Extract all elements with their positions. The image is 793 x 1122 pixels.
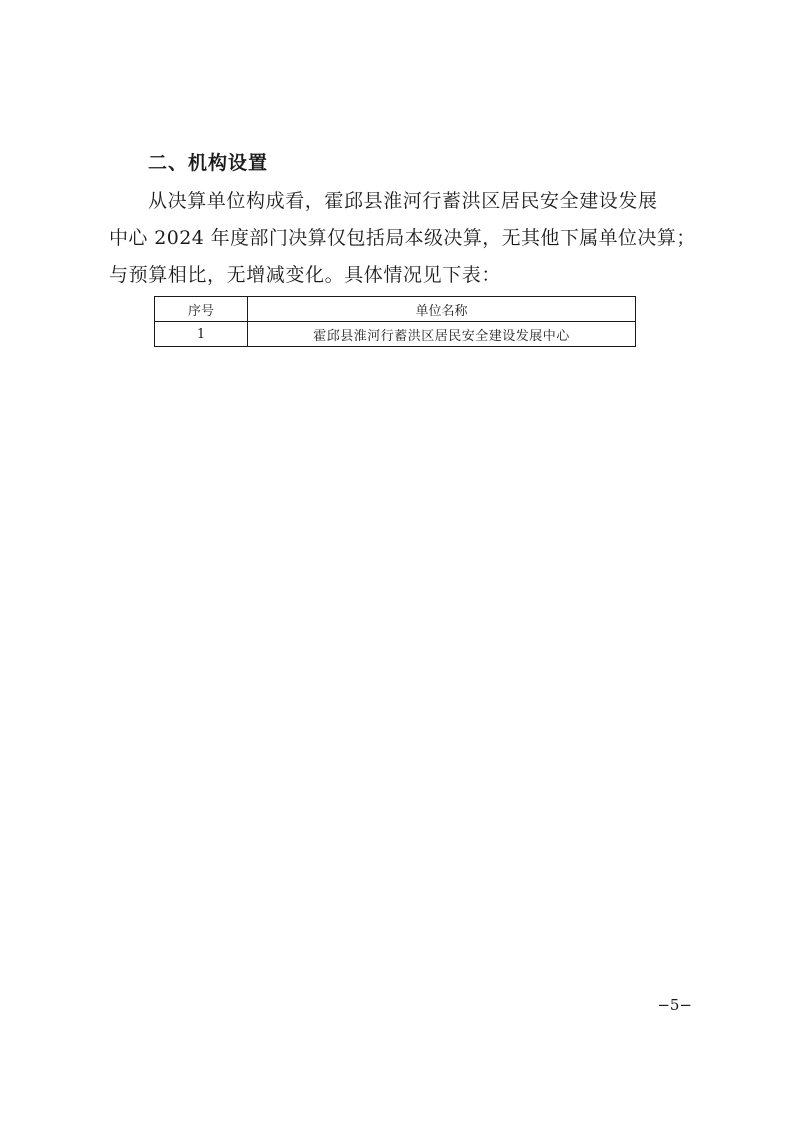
table-cell-serial: 1 — [155, 322, 248, 347]
table-header-unit-name: 单位名称 — [248, 297, 636, 322]
page-number: −5− — [657, 996, 692, 1014]
section-heading: 二、机构设置 — [148, 152, 269, 174]
unit-table — [154, 296, 636, 347]
table-cell-unit-name: 霍邱县淮河行蓄洪区居民安全建设发展中心 — [248, 322, 636, 347]
table-header-serial: 序号 — [155, 297, 248, 322]
table-header-row — [155, 297, 636, 322]
table-row — [155, 322, 636, 347]
paragraph-line-3: 与预算相比，无增减变化。具体情况见下表： — [109, 264, 502, 286]
paragraph-line-1: 从决算单位构成看，霍邱县淮河行蓄洪区居民安全建设发展 — [148, 190, 658, 212]
paragraph-line-2: 中心 2024 年度部门决算仅包括局本级决算，无其他下属单位决算； — [109, 227, 696, 249]
